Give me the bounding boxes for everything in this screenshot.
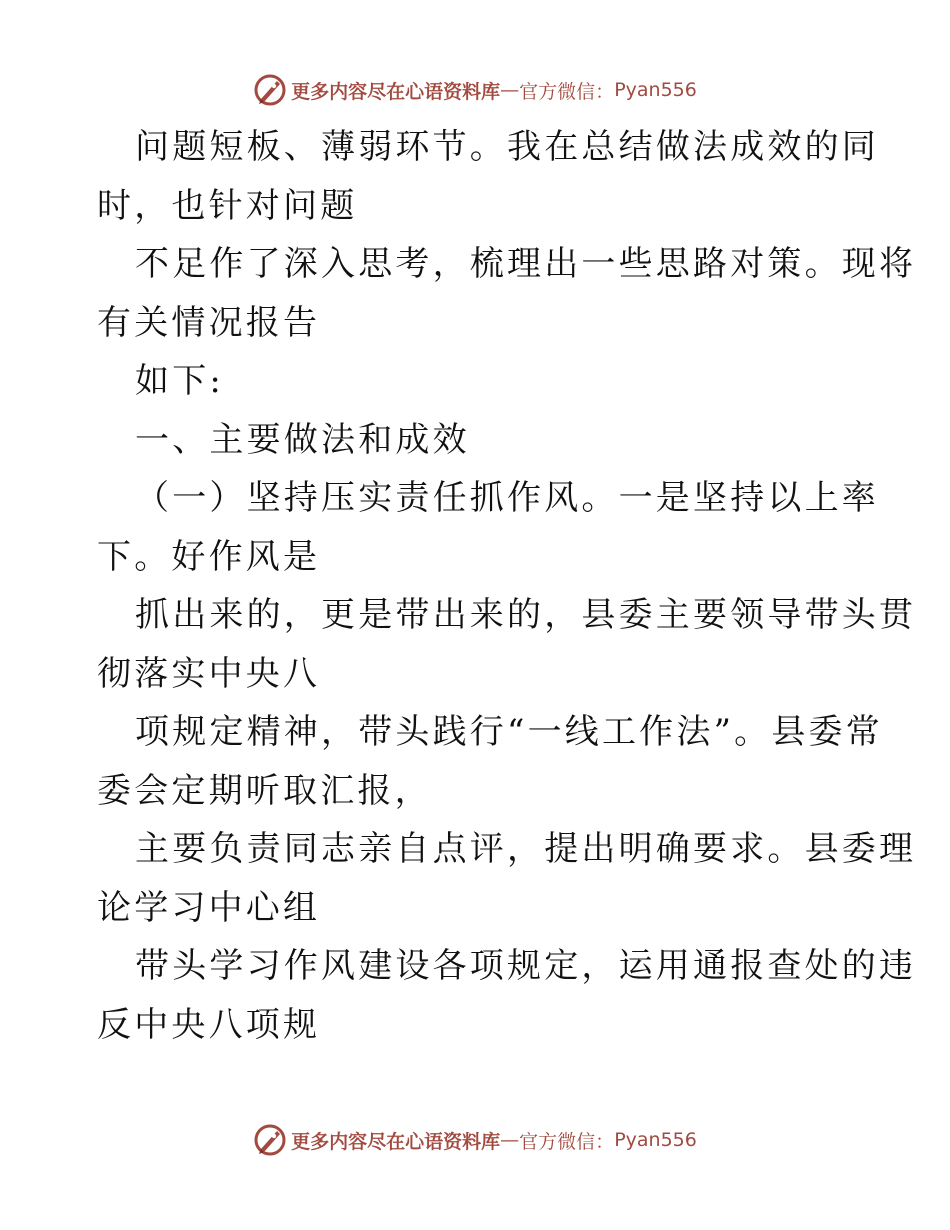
body-line: 主要负责同志亲自点评，提出明确要求。县委理 xyxy=(135,829,917,869)
body-line: 不足作了深入思考，梳理出一些思路对策。现将 xyxy=(135,244,917,284)
body-line: 有关情况报告 xyxy=(97,302,321,343)
body-line: 如下: xyxy=(135,361,225,401)
watermark-separator: — xyxy=(500,1129,520,1151)
body-line: 抓出来的，更是带出来的，县委主要领导带头贯 xyxy=(135,595,917,635)
body-line: 反中央八项规 xyxy=(97,1004,321,1045)
watermark-site-text: 更多内容尽在心语资料库 xyxy=(291,80,501,103)
body-line: 彻落实中央八 xyxy=(97,653,321,694)
watermark-wechat-id: Pyan556 xyxy=(614,1129,697,1151)
watermark-wechat-id: Pyan556 xyxy=(614,79,697,101)
watermark-wechat-label: 官方微信： xyxy=(519,1130,615,1153)
pen-logo-icon xyxy=(253,73,287,107)
pen-logo-icon xyxy=(253,1123,287,1157)
body-line: 带头学习作风建设各项规定，运用通报查处的违 xyxy=(135,946,917,986)
document-body xyxy=(97,118,917,1054)
page-footer-watermark xyxy=(0,1120,950,1160)
body-line: 论学习中心组 xyxy=(97,887,321,928)
body-line: 下。好作风是 xyxy=(97,536,321,577)
body-line: 项规定精神，带头践行“一线工作法”。县委常 xyxy=(135,712,883,752)
body-line: 委会定期听取汇报， xyxy=(97,770,432,811)
body-line: （一）坚持压实责任抓作风。一是坚持以上率 xyxy=(135,478,879,518)
watermark-separator: — xyxy=(500,79,520,101)
watermark-site-text: 更多内容尽在心语资料库 xyxy=(291,1130,501,1153)
page-header-watermark xyxy=(0,70,950,110)
section-heading: 一、主要做法和成效 xyxy=(135,419,470,460)
body-line: 时，也针对问题 xyxy=(97,185,358,226)
watermark-wechat-label: 官方微信： xyxy=(519,80,615,103)
body-line: 问题短板、薄弱环节。我在总结做法成效的同 xyxy=(135,127,879,167)
